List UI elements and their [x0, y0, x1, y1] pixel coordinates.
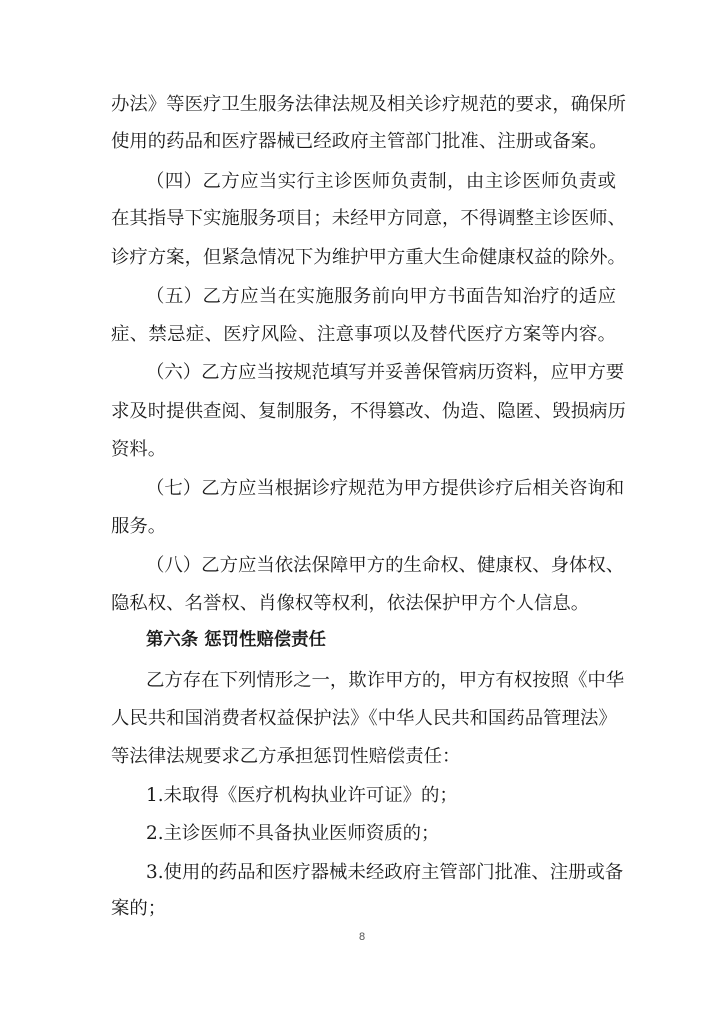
text-line: 办法》等医疗卫生服务法律法规及相关诊疗规范的要求，确保所: [111, 94, 626, 115]
list-item: 3.使用的药品和医疗器械未经政府主管部门批准、注册或备: [146, 862, 624, 883]
text-line: 在其指导下实施服务项目；未经甲方同意，不得调整主诊医师、: [111, 208, 626, 229]
text-line: 等法律法规要求乙方承担惩罚性赔偿责任：: [111, 746, 461, 767]
text-line: 案的；: [111, 898, 167, 919]
section-heading: 第六条 惩罚性赔偿责任: [146, 630, 326, 650]
text-line: （四）乙方应当实行主诊医师负责制，由主诊医师负责或: [146, 171, 616, 192]
text-line: （七）乙方应当根据诊疗规范为甲方提供诊疗后相关咨询和: [146, 478, 625, 499]
text-line: （六）乙方应当按规范填写并妥善保管病历资料，应甲方要: [146, 362, 625, 383]
text-line: 使用的药品和医疗器械已经政府主管部门批准、注册或备案。: [111, 131, 608, 152]
text-line: 乙方存在下列情形之一，欺诈甲方的，甲方有权按照《中华: [146, 670, 625, 691]
list-item: 2.主诊医师不具备执业医师资质的；: [146, 823, 440, 844]
text-line: 诊疗方案，但紧急情况下为维护甲方重大生命健康权益的除外。: [111, 247, 626, 268]
text-line: 资料。: [111, 439, 167, 460]
text-line: （八）乙方应当依法保障甲方的生命权、健康权、身体权、: [146, 555, 625, 576]
text-line: 症、禁忌症、医疗风险、注意事项以及替代医疗方案等内容。: [111, 324, 616, 345]
text-line: 人民共和国消费者权益保护法》《中华人民共和国药品管理法》: [111, 708, 617, 729]
text-line: （五）乙方应当在实施服务前向甲方书面告知治疗的适应: [146, 286, 616, 307]
text-line: 求及时提供查阅、复制服务，不得篡改、伪造、隐匿、毁损病历: [111, 401, 626, 422]
text-line: 服务。: [111, 516, 167, 537]
text-line: 隐私权、名誉权、肖像权等权利，依法保护甲方个人信息。: [111, 593, 590, 614]
list-item: 1.未取得《医疗机构执业许可证》的；: [146, 785, 458, 806]
page-number: 8: [358, 931, 366, 943]
